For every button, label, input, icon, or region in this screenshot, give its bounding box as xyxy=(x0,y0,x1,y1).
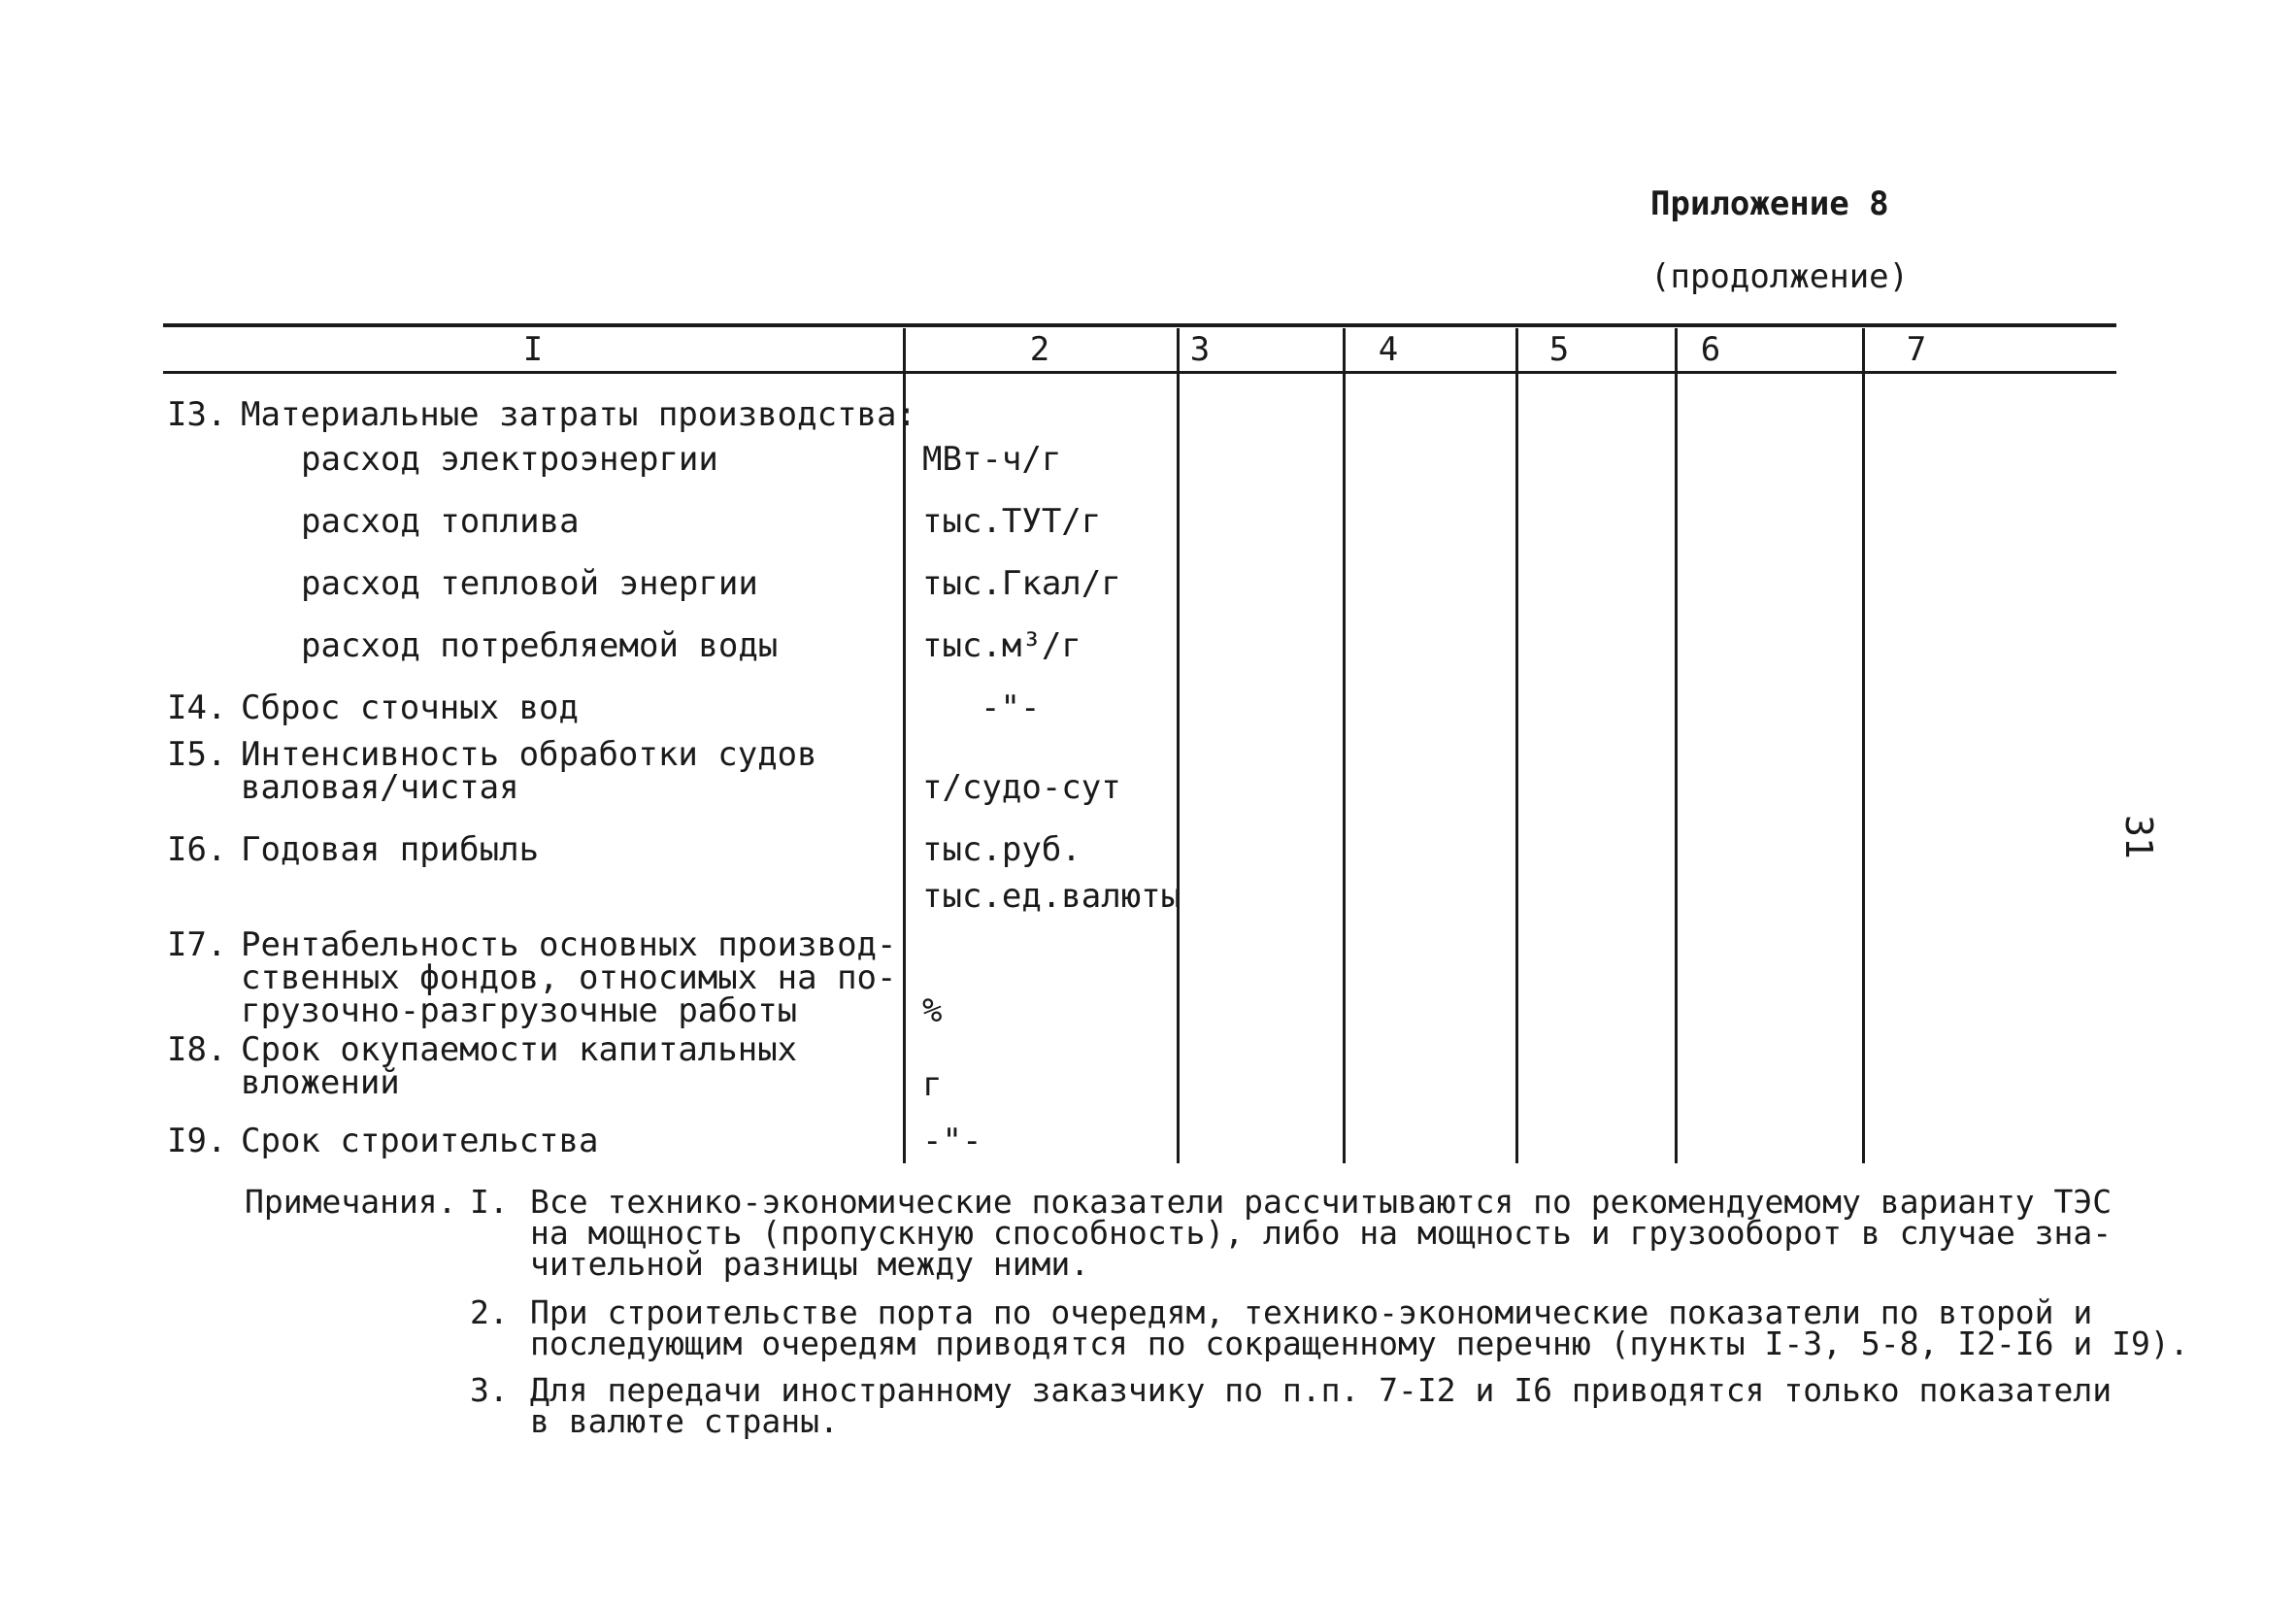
row-unit: тыс.ед.валюты xyxy=(922,877,1181,916)
row-label: Срок окупаемости капитальных вложений xyxy=(241,1030,798,1102)
row-unit: -"- xyxy=(981,688,1041,727)
column-divider xyxy=(1515,328,1518,1163)
notes-lead: Примечания. xyxy=(245,1183,457,1221)
page-number: 31 xyxy=(2116,815,2160,859)
note-number: 3. xyxy=(470,1371,509,1409)
column-header-5: 5 xyxy=(1548,330,1570,369)
appendix-subtitle: (продолжение) xyxy=(1650,257,1910,296)
row-unit: г xyxy=(922,1065,943,1104)
note-text: Все технико-экономические показатели рассчитываются по рекомендуемому варианту ТЭС на мощность (пропускную способность), либо на мощность и грузооборот в случае зна- чительной разницы между ними. xyxy=(530,1183,2113,1283)
note-number: I. xyxy=(470,1183,509,1221)
row-number: I5. xyxy=(167,735,227,774)
column-header-7: 7 xyxy=(1906,330,1927,369)
row-number: I4. xyxy=(167,688,227,727)
row-number: I7. xyxy=(167,925,227,964)
row-label: Срок строительства xyxy=(241,1122,599,1160)
row-unit: тыс.м³/г xyxy=(922,626,1081,665)
row-label: расход электроэнергии xyxy=(301,440,718,479)
row-label: Сброс сточных вод xyxy=(241,688,579,727)
row-label: расход топлива xyxy=(301,502,580,541)
row-label: Рентабельность основных производ- ственных фондов, относимых на по- грузочно-разгрузочные работы xyxy=(241,925,897,1030)
row-unit: тыс.руб. xyxy=(922,830,1081,869)
row-number: I9. xyxy=(167,1122,227,1160)
column-header-2: 2 xyxy=(1029,330,1050,369)
column-header-3: 3 xyxy=(1189,330,1211,369)
row-number: I6. xyxy=(167,830,227,869)
appendix-title: Приложение 8 xyxy=(1650,184,1889,223)
table-top-rule xyxy=(163,323,2116,327)
column-divider xyxy=(903,328,906,1163)
row-label: Материальные затраты производства: xyxy=(241,395,916,434)
column-divider xyxy=(1177,328,1180,1163)
row-label: расход потребляемой воды xyxy=(301,626,779,665)
column-header-6: 6 xyxy=(1700,330,1721,369)
note-text: Для передачи иностранному заказчику по п.п. 7-I2 и I6 приводятся только показатели в валюте страны. xyxy=(530,1371,2113,1440)
row-unit: тыс.ТУТ/г xyxy=(922,502,1102,541)
column-header-1: I xyxy=(522,330,544,369)
row-label: Годовая прибыль xyxy=(241,830,540,869)
row-unit: т/судо-сут xyxy=(922,768,1121,807)
column-divider xyxy=(1862,328,1865,1163)
row-unit: МВт-ч/г xyxy=(922,440,1062,479)
row-unit: тыс.Гкал/г xyxy=(922,564,1121,603)
row-number: I8. xyxy=(167,1030,227,1069)
row-number: I3. xyxy=(167,395,227,434)
column-divider xyxy=(1343,328,1346,1163)
row-label: расход тепловой энергии xyxy=(301,564,758,603)
row-unit: -"- xyxy=(922,1122,982,1160)
note-number: 2. xyxy=(470,1293,509,1331)
row-unit: % xyxy=(922,991,943,1030)
table-header-rule xyxy=(163,371,2116,374)
column-divider xyxy=(1675,328,1678,1163)
note-text: При строительстве порта по очередям, технико-экономические показатели по второй и последующим очередям приводятся по сокращенному перечню (пункты I-3, 5-8, I2-I6 и I9). xyxy=(530,1293,2189,1362)
row-label: Интенсивность обработки судов валовая/чистая xyxy=(241,735,817,807)
column-header-4: 4 xyxy=(1378,330,1399,369)
